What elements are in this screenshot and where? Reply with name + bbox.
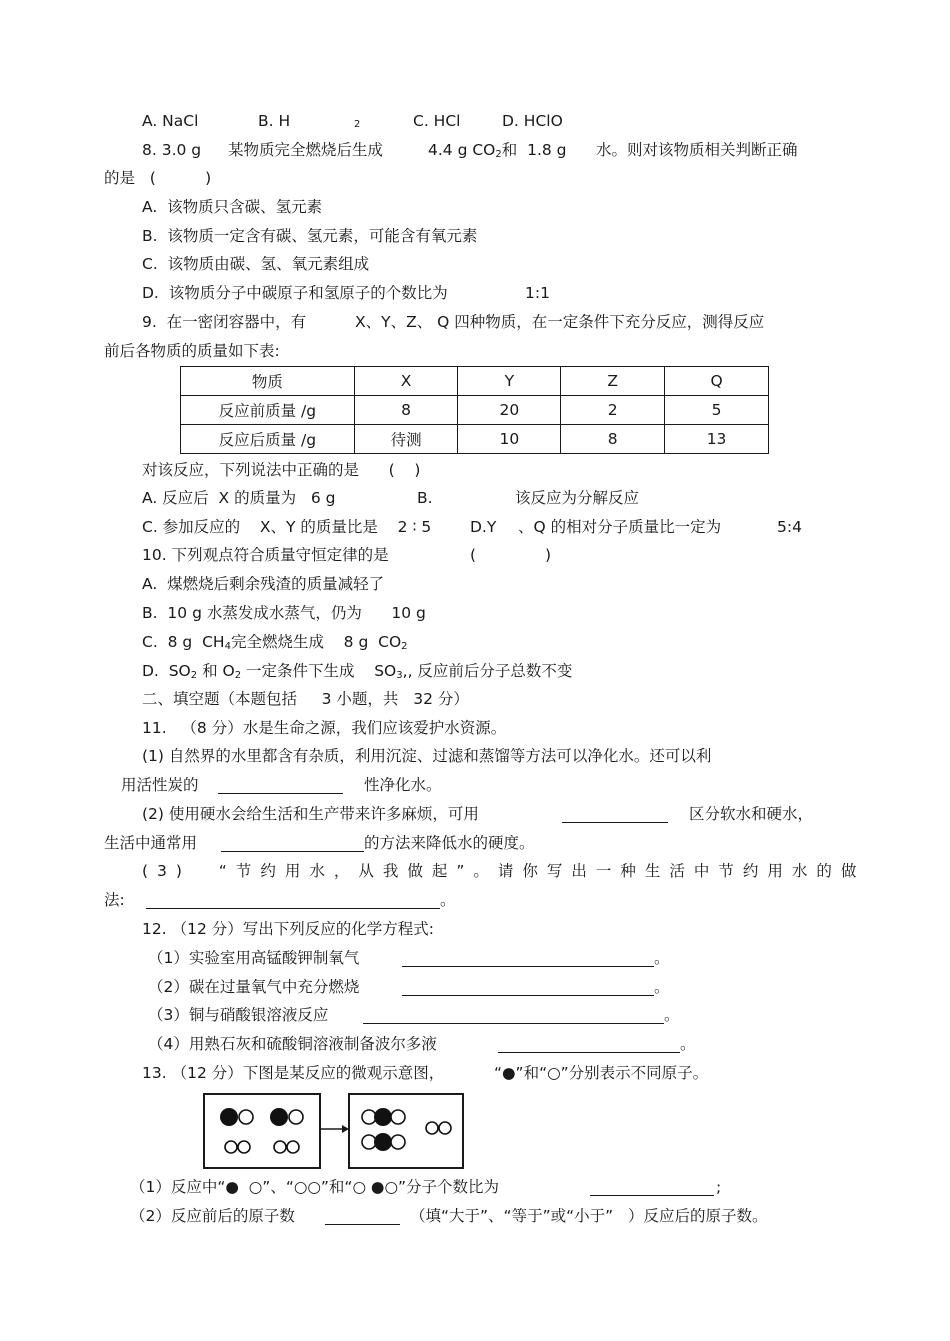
q12-item-2: （2）碳在过量氧气中充分燃烧 bbox=[148, 978, 360, 996]
table-cell: 13 bbox=[665, 425, 769, 454]
q11-part3-line2-end: 。 bbox=[440, 891, 456, 909]
q13-stem-part2: “●”和“○”分别表示不同原子。 bbox=[494, 1064, 709, 1082]
q13-part1-text: （1）反应中“● ○”、“○○”和“○ ●○”分子个数比为 bbox=[130, 1178, 499, 1196]
q13-blank-2[interactable] bbox=[325, 1208, 400, 1225]
q8-co2-text: 4.4 g CO bbox=[428, 141, 496, 159]
q9-stem-part1: 9. 在一密闭容器中，有 bbox=[142, 313, 307, 331]
q10-option-c-subscript: 4 bbox=[224, 641, 231, 652]
q10-option-d-subscript: 2 bbox=[190, 670, 198, 681]
q7-option-b bbox=[258, 111, 290, 131]
table-header-cell: Y bbox=[458, 367, 561, 396]
molecule-white-black-white bbox=[362, 1108, 405, 1126]
q9-option-d-ratio: 5:4 bbox=[777, 518, 802, 536]
section2-heading: 二、填空题（本题包括 3 小题，共 32 分） bbox=[142, 690, 469, 708]
q13-part2-text: （2）反应前后的原子数 bbox=[130, 1207, 295, 1225]
mass-table bbox=[180, 366, 769, 454]
q8-stem-part5: 水。则对该物质相关判断正确 bbox=[596, 141, 798, 159]
q10-option-d-subscript: 3 bbox=[396, 670, 403, 681]
q11-blank-4[interactable] bbox=[146, 892, 440, 909]
table-row bbox=[181, 425, 769, 454]
table-cell: 反应后质量 /g bbox=[181, 425, 355, 454]
q12-end-4: 。 bbox=[680, 1035, 696, 1053]
q8-co2-subscript: 2 bbox=[495, 149, 502, 160]
q11-blank-2[interactable] bbox=[562, 806, 668, 823]
molecule-black-white bbox=[270, 1108, 303, 1126]
table-cell: 8 bbox=[561, 425, 665, 454]
q7-option-d: D. HClO bbox=[502, 112, 563, 130]
q11-part2-line2-start: 生活中通常用 bbox=[104, 834, 198, 852]
q10-stem: 10. 下列观点符合质量守恒定律的是 bbox=[142, 546, 389, 564]
molecule-white-white bbox=[225, 1141, 250, 1153]
q12-blank-1[interactable] bbox=[402, 950, 654, 967]
q12-end-1: 。 bbox=[654, 949, 670, 967]
q12-end-3: 。 bbox=[664, 1006, 680, 1024]
q10-option-d-subscript: 2 bbox=[234, 670, 242, 681]
q13-part2-end: （填“大于”、“等于”或“小于” ）反应后的原子数。 bbox=[410, 1207, 768, 1225]
q8-stem-part4: 和 1.8 g bbox=[501, 141, 567, 159]
q11-part1-line2-end: 性净化水。 bbox=[364, 776, 442, 794]
q12-end-2: 。 bbox=[654, 978, 670, 996]
q11-part1-line2-start: 用活性炭的 bbox=[121, 776, 199, 794]
table-cell: 5 bbox=[665, 396, 769, 425]
arrow-head-icon bbox=[342, 1125, 349, 1133]
molecule-white-white bbox=[426, 1122, 451, 1134]
table-cell: 10 bbox=[458, 425, 561, 454]
q9-option-b-letter: B. bbox=[417, 489, 433, 507]
molecule-white-white bbox=[274, 1141, 299, 1153]
q10-option-c-part2: 完全燃烧生成 8 g CO bbox=[230, 633, 402, 651]
molecule-black-white bbox=[220, 1108, 253, 1126]
q9-option-c: C. 参加反应的 X、Y 的质量比是 2 ∶ 5 bbox=[142, 518, 432, 536]
table-cell: 20 bbox=[458, 396, 561, 425]
q10-option-d-part1: D. SO bbox=[142, 662, 191, 680]
q12-item-1: （1）实验室用高锰酸钾制氧气 bbox=[148, 949, 360, 967]
q13-stem-part1: 13. （12 分）下图是某反应的微观示意图， bbox=[142, 1064, 445, 1082]
q7-option-b-text: B. H bbox=[258, 112, 291, 130]
q8-option-b: B. 该物质一定含有碳、氢元素，可能含有氧元素 bbox=[142, 227, 478, 245]
q9-question: 对该反应，下列说法中正确的是 ( ) bbox=[142, 461, 421, 479]
q7-option-a: A. NaCl bbox=[142, 112, 199, 130]
q12-item-3: （3）铜与硝酸银溶液反应 bbox=[148, 1006, 329, 1024]
q8-option-d: D. 该物质分子中碳原子和氢原子的个数比为 bbox=[142, 284, 448, 302]
q10-option-d-part2: 和 O bbox=[197, 662, 235, 680]
table-row bbox=[181, 396, 769, 425]
q13-part1-end: ; bbox=[716, 1178, 722, 1196]
reaction-micro-diagram bbox=[203, 1092, 465, 1170]
reactants-box bbox=[204, 1094, 320, 1168]
table-cell: 2 bbox=[561, 396, 665, 425]
q10-option-d-part4: ,, 反应前后分子总数不变 bbox=[402, 662, 573, 680]
q10-option-b: B. 10 g 水蒸发成水蒸气，仍为 10 g bbox=[142, 604, 426, 622]
table-cell: 待测 bbox=[354, 425, 458, 454]
q7-option-c: C. HCl bbox=[413, 112, 461, 130]
q11-part1-line1: (1) 自然界的水里都含有杂质，利用沉淀、过滤和蒸馏等方法可以净化水。还可以利 bbox=[142, 747, 712, 765]
q12-blank-4[interactable] bbox=[498, 1036, 680, 1053]
q8-stem-line2: 的是 ( ) bbox=[104, 169, 212, 187]
q10-option-d-part3: 一定条件下生成 SO bbox=[241, 662, 397, 680]
q12-blank-3[interactable] bbox=[363, 1007, 664, 1024]
q9-option-d-text: 、Q 的相对分子质量比一定为 bbox=[518, 518, 722, 536]
table-header-cell: Z bbox=[561, 367, 665, 396]
q11-part3-line2-start: 法: bbox=[104, 891, 125, 909]
mass-table-header-row bbox=[181, 367, 769, 396]
q11-part2-line2-end: 的方法来降低水的硬度。 bbox=[364, 834, 535, 852]
q10-option-c bbox=[142, 632, 408, 657]
q13-blank-1[interactable] bbox=[590, 1179, 714, 1196]
q12-stem: 12. （12 分）写出下列反应的化学方程式: bbox=[142, 920, 434, 938]
q12-blank-2[interactable] bbox=[402, 979, 654, 996]
q8-stem-part1: 8. 3.0 g bbox=[142, 141, 202, 159]
q8-option-d-ratio: 1:1 bbox=[525, 284, 550, 302]
q9-option-a: A. 反应后 X 的质量为 6 g bbox=[142, 489, 336, 507]
q8-stem-part2: 某物质完全燃烧后生成 bbox=[228, 141, 384, 159]
q8-stem-part3 bbox=[428, 140, 567, 165]
q10-option-a: A. 煤燃烧后剩余残渣的质量减轻了 bbox=[142, 575, 385, 593]
q10-option-c-part1: C. 8 g CH bbox=[142, 633, 225, 651]
q11-part3-line1: (3) “节约用水，从我做起”。请你写出一种生活中节约用水的做 bbox=[142, 862, 866, 880]
q9-stem-line2: 前后各物质的质量如下表: bbox=[104, 342, 280, 360]
q10-answer-paren: ( ) bbox=[470, 546, 552, 564]
q10-option-c-subscript: 2 bbox=[401, 641, 408, 652]
table-header-cell: X bbox=[354, 367, 458, 396]
q8-option-a: A. 该物质只含碳、氢元素 bbox=[142, 198, 323, 216]
q11-part2-line1-start: (2) 使用硬水会给生活和生产带来许多麻烦，可用 bbox=[142, 805, 479, 823]
q12-item-4: （4）用熟石灰和硫酸铜溶液制备波尔多液 bbox=[148, 1035, 437, 1053]
table-cell: 8 bbox=[354, 396, 458, 425]
table-header-cell: 物质 bbox=[181, 367, 355, 396]
q11-blank-1[interactable] bbox=[218, 777, 343, 794]
q9-option-d-letter: D.Y bbox=[470, 518, 497, 536]
q9-stem-part2: X、Y、Z、 Q 四种物质，在一定条件下充分反应，测得反应 bbox=[355, 313, 765, 331]
q11-blank-3[interactable] bbox=[221, 835, 364, 852]
table-cell: 反应前质量 /g bbox=[181, 396, 355, 425]
q11-part2-line1-end: 区分软水和硬水， bbox=[689, 805, 814, 823]
table-header-cell: Q bbox=[665, 367, 769, 396]
q9-option-b-text: 该反应为分解反应 bbox=[515, 489, 640, 507]
molecule-white-black-white bbox=[362, 1133, 405, 1151]
q11-stem: 11. （8 分）水是生命之源，我们应该爱护水资源。 bbox=[142, 719, 507, 737]
q10-option-d bbox=[142, 661, 572, 686]
q7-option-b-subscript: 2 bbox=[354, 119, 361, 130]
q8-option-c: C. 该物质由碳、氢、氧元素组成 bbox=[142, 255, 370, 273]
